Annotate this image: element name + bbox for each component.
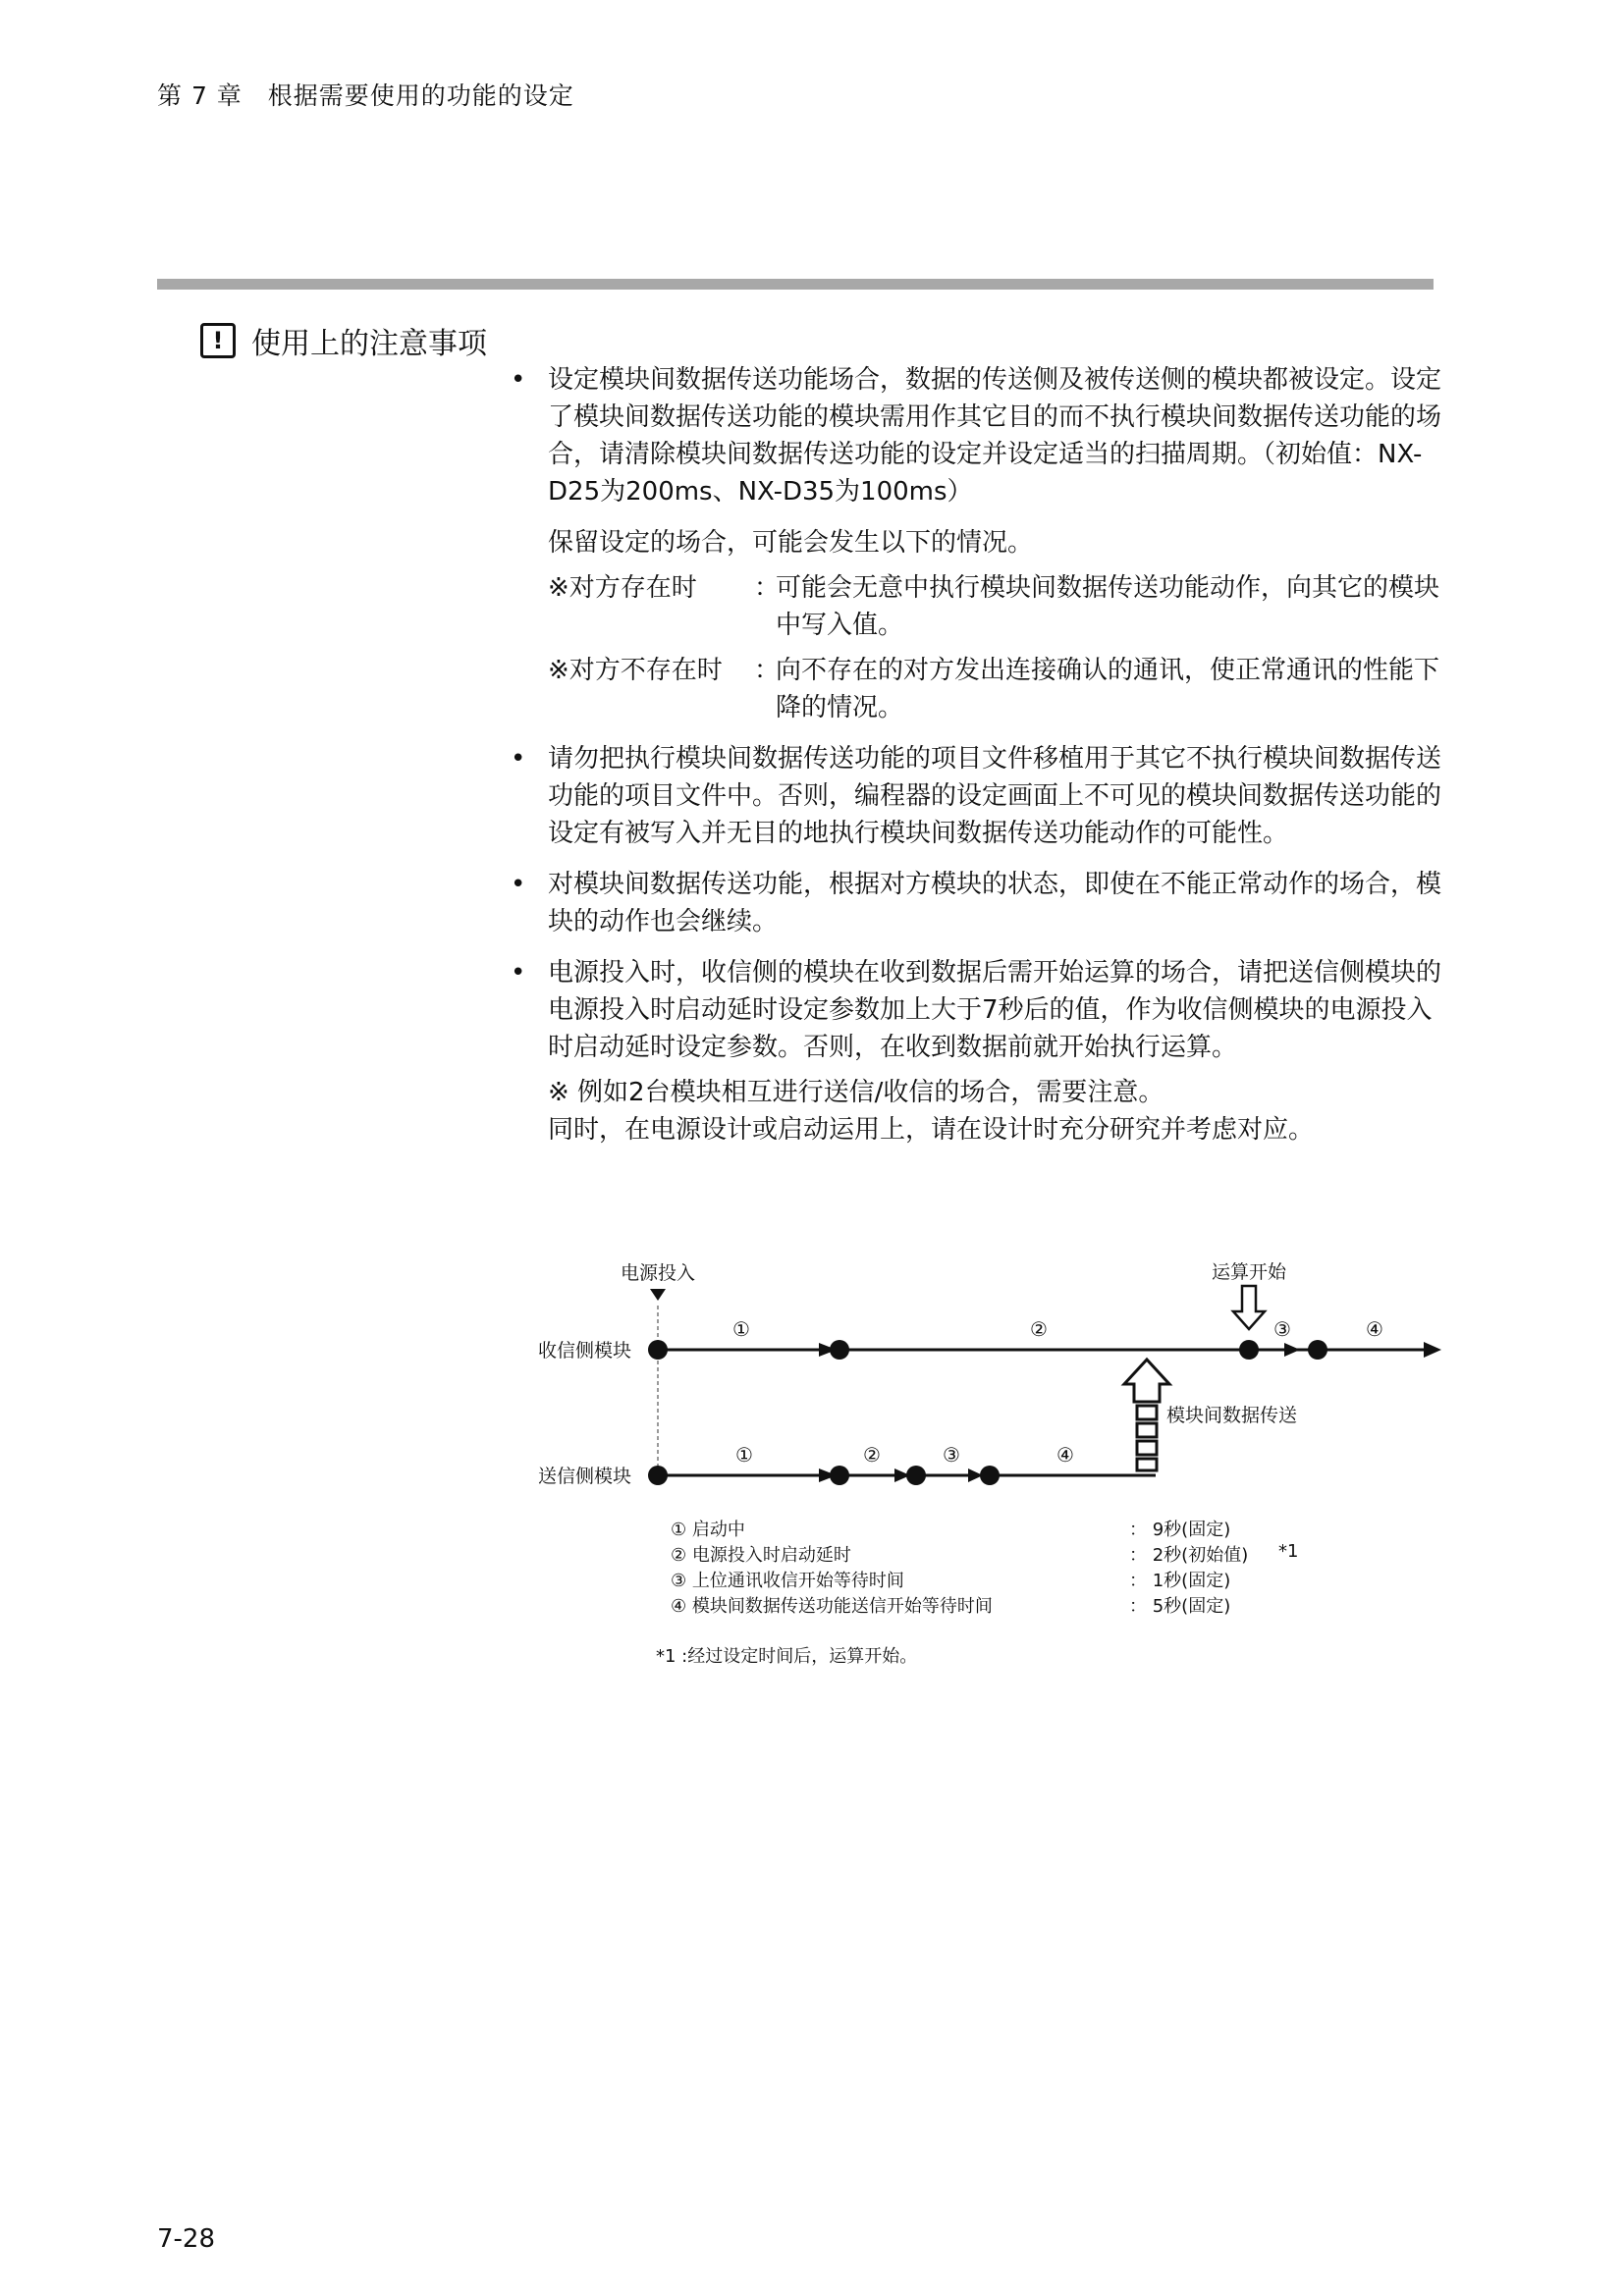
retain-term: ※对方存在时 [548, 573, 697, 603]
legend-value: ： 9秒(固定) [1129, 1520, 1231, 1540]
receiver-node [1239, 1340, 1259, 1360]
legend-note: *1 [1278, 1541, 1299, 1562]
bullet-dot: • [511, 870, 526, 899]
legend-label: ② 电源投入时启动延时 [671, 1545, 851, 1566]
transfer-arrow-segment [1137, 1423, 1157, 1437]
phase-label: ② [863, 1443, 881, 1467]
receiver-label: 收信侧模块 [537, 1340, 631, 1362]
retain-desc: 可能会无意中执行模块间数据传送功能动作，向其它的模块中写入值。 [776, 573, 1440, 640]
legend-value: ： 1秒(固定) [1129, 1571, 1231, 1591]
retain-term: ※对方不存在时 [548, 656, 723, 685]
receiver-arrowhead [1284, 1343, 1300, 1357]
bullet-text: 对模块间数据传送功能，根据对方模块的状态，即使在不能正常动作的场合，模块的动作也会继续。 [548, 870, 1442, 936]
notice-title: 使用上的注意事项 [251, 327, 487, 361]
legend-label: ① 启动中 [671, 1520, 745, 1540]
transfer-arrow [1124, 1360, 1169, 1402]
phase-label: ④ [1056, 1443, 1074, 1467]
power-on-label: 电源投入 [620, 1262, 696, 1284]
receiver-node [1308, 1340, 1327, 1360]
receiver-node [830, 1340, 849, 1360]
calc-start-label: 运算开始 [1211, 1261, 1287, 1283]
transfer-arrow-segment [1137, 1459, 1157, 1470]
receiver-node [648, 1340, 668, 1360]
bullet-dot: • [511, 365, 526, 395]
legend-value: ： 5秒(固定) [1129, 1596, 1231, 1617]
sender-node [830, 1466, 849, 1485]
transfer-arrow-segment [1137, 1406, 1157, 1419]
phase-label: ③ [1273, 1317, 1291, 1341]
retain-desc: 向不存在的对方发出连接确认的通讯，使正常通讯的性能下降的情况。 [776, 656, 1440, 722]
retain-colon: ： [754, 573, 781, 603]
sender-label: 送信侧模块 [537, 1466, 631, 1487]
sender-node [906, 1466, 926, 1485]
bullet-text: 电源投入时，收信侧的模块在收到数据后需开始运算的场合，请把送信侧模块的电源投入时启动延时设定参数加上大于7秒后的值，作为收信侧模块的电源投入时启动延时设定参数。否则，在收到数据前就开始执行运算。 [548, 958, 1442, 1062]
page-number: 7-28 [157, 2224, 216, 2254]
sender-node [980, 1466, 1000, 1485]
chapter-header: 第 7 章 根据需要使用的功能的设定 [157, 81, 574, 110]
phase-label: ② [1030, 1317, 1048, 1341]
sender-node [648, 1466, 668, 1485]
transfer-label: 模块间数据传送 [1166, 1405, 1298, 1426]
diagram-footnote: *1 :经过设定时间后，运算开始。 [656, 1646, 918, 1667]
caution-note: ※ 例如2台模块相互进行送信/收信的场合，需要注意。 [548, 1078, 1164, 1107]
transfer-arrow-segment [1137, 1441, 1157, 1455]
retain-colon: ： [754, 656, 781, 685]
legend-value: ： 2秒(初始值) [1129, 1545, 1249, 1566]
receiver-end-arrow [1424, 1342, 1441, 1358]
phase-label: ① [735, 1443, 753, 1467]
bullet-text: 设定模块间数据传送功能场合，数据的传送侧及被传送侧的模块都被设定。设定了模块间数据传送功能的模块需用作其它目的而不执行模块间数据传送功能的场合，请清除模块间数据传送功能的设定并设定适当的扫描周期。（初始值：NX-D25为200ms、NX-D35为100ms） [548, 365, 1442, 507]
phase-label: ④ [1366, 1317, 1383, 1341]
phase-label: ① [732, 1317, 750, 1341]
caution-note: 同时，在电源设计或启动运用上，请在设计时充分研究并考虑对应。 [548, 1115, 1315, 1145]
retain-intro: 保留设定的场合，可能会发生以下的情况。 [548, 528, 1034, 558]
bullet-text: 请勿把执行模块间数据传送功能的项目文件移植用于其它不执行模块间数据传送功能的项目文件中。否则，编程器的设定画面上不可见的模块间数据传送功能的设定有被写入并无目的地执行模块间数据传送功能动作的可能性。 [548, 744, 1442, 848]
legend-label: ③ 上位通讯收信开始等待时间 [671, 1571, 904, 1591]
power-on-marker [650, 1289, 666, 1301]
exclamation-icon: ! [200, 323, 236, 358]
legend-label: ④ 模块间数据传送功能送信开始等待时间 [671, 1596, 993, 1617]
phase-label: ③ [943, 1443, 960, 1467]
bullet-dot: • [511, 958, 526, 988]
calc-start-arrow [1233, 1286, 1265, 1329]
bullet-dot: • [511, 744, 526, 774]
